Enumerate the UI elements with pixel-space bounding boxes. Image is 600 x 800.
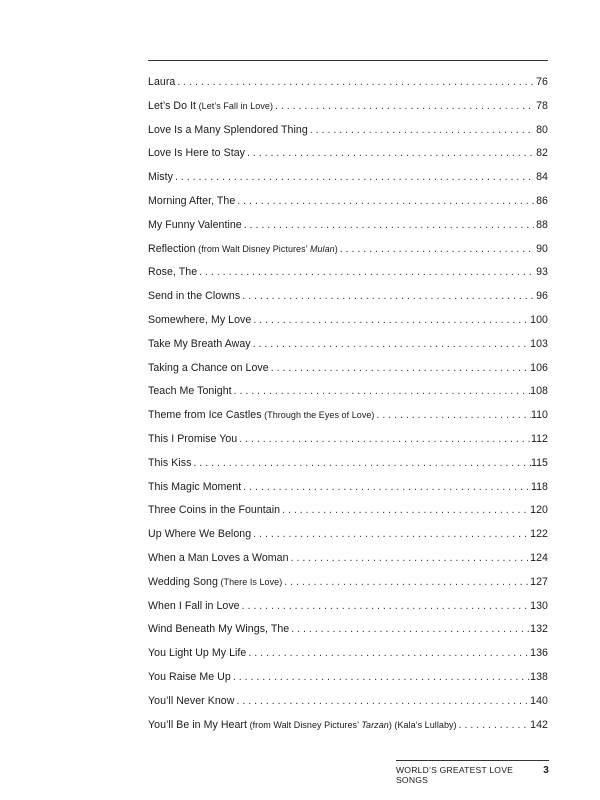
toc-entry-subtitle bbox=[196, 244, 338, 254]
toc-entry-page-number: 100 bbox=[530, 313, 548, 326]
dot-leader bbox=[237, 433, 531, 445]
dot-leader bbox=[240, 600, 531, 612]
toc-entry-title bbox=[148, 481, 241, 493]
toc-entry-song: Taking a Chance on Love bbox=[148, 361, 269, 374]
toc-entry[interactable] bbox=[148, 76, 548, 100]
toc-entry-song: You Light Up My Life bbox=[148, 647, 247, 660]
toc-entry-song: Love Is Here to Stay bbox=[148, 147, 245, 160]
toc-entry-song: Up Where We Belong bbox=[148, 528, 252, 541]
toc-entry-title bbox=[148, 362, 269, 374]
toc-entry-song: This I Promise You bbox=[148, 432, 238, 445]
page-footer bbox=[396, 765, 549, 785]
toc-entry-page-number: 140 bbox=[530, 694, 548, 707]
toc-entry-page-number: 142 bbox=[530, 718, 548, 731]
toc-entry[interactable] bbox=[148, 362, 548, 386]
toc-entry-page-number: 82 bbox=[536, 147, 548, 160]
table-of-contents bbox=[148, 76, 548, 742]
toc-entry-title bbox=[148, 576, 282, 588]
toc-entry-song: Let’s Do It bbox=[148, 99, 197, 112]
toc-entry[interactable] bbox=[148, 243, 548, 267]
toc-entry-song: Wind Beneath My Wings, The bbox=[148, 623, 290, 636]
dot-leader bbox=[240, 290, 534, 302]
toc-entry-page-number: 127 bbox=[530, 575, 548, 588]
toc-entry-song: Three Coins in the Fountain bbox=[148, 504, 281, 517]
toc-entry-page-number: 78 bbox=[536, 99, 548, 112]
dot-leader bbox=[273, 100, 534, 112]
dot-leader bbox=[173, 171, 534, 183]
footer-rule bbox=[396, 760, 549, 761]
toc-entry[interactable] bbox=[148, 409, 548, 433]
toc-entry-song: You’ll Never Know bbox=[148, 694, 235, 707]
toc-entry-title bbox=[148, 171, 173, 183]
toc-entry-song: Reflection bbox=[148, 242, 196, 255]
toc-entry[interactable] bbox=[148, 695, 548, 719]
dot-leader bbox=[235, 195, 534, 207]
toc-entry-song: Send in the Clowns bbox=[148, 290, 241, 303]
toc-entry-film-title: Mulan bbox=[309, 243, 335, 254]
toc-entry-song: Theme from Ice Castles bbox=[148, 409, 262, 422]
toc-entry-subtitle bbox=[247, 720, 457, 730]
dot-leader bbox=[251, 314, 530, 326]
toc-entry-page-number: 90 bbox=[536, 242, 548, 255]
toc-entry[interactable] bbox=[148, 266, 548, 290]
dot-leader bbox=[251, 528, 530, 540]
toc-entry-subtitle-text: (from Walt Disney Pictures’ bbox=[198, 243, 308, 254]
toc-entry-page-number: 108 bbox=[530, 385, 548, 398]
toc-entry[interactable] bbox=[148, 552, 548, 576]
dot-leader bbox=[241, 481, 531, 493]
toc-entry[interactable] bbox=[148, 195, 548, 219]
dot-leader bbox=[234, 695, 530, 707]
toc-entry-title bbox=[148, 600, 240, 612]
toc-entry-subtitle-suffix: ) (Kala’s Lullaby) bbox=[388, 719, 457, 730]
toc-entry-title bbox=[148, 695, 234, 707]
toc-entry-title bbox=[148, 76, 175, 88]
toc-entry-page-number: 132 bbox=[530, 623, 548, 636]
toc-entry-title bbox=[148, 457, 191, 469]
toc-entry-song: Laura bbox=[148, 76, 176, 88]
toc-entry-song: My Funny Valentine bbox=[148, 218, 242, 231]
toc-entry-page-number: 120 bbox=[530, 504, 548, 517]
toc-entry-subtitle-text: (from Walt Disney Pictures’ bbox=[249, 719, 359, 730]
toc-entry[interactable] bbox=[148, 671, 548, 695]
toc-entry-page-number: 138 bbox=[530, 670, 548, 683]
toc-entry-title bbox=[148, 219, 242, 231]
toc-entry-title bbox=[148, 147, 245, 159]
toc-entry[interactable] bbox=[148, 457, 548, 481]
toc-entry-page-number: 136 bbox=[530, 647, 548, 660]
toc-entry[interactable] bbox=[148, 528, 548, 552]
toc-entry-song: When I Fall in Love bbox=[148, 599, 240, 612]
toc-entry-song: When a Man Loves a Woman bbox=[148, 551, 289, 564]
toc-entry-song: Wedding Song bbox=[148, 575, 218, 588]
toc-entry-page-number: 103 bbox=[530, 337, 548, 350]
dot-leader bbox=[191, 457, 531, 469]
toc-entry-title bbox=[148, 385, 232, 397]
toc-entry-title bbox=[148, 243, 338, 255]
dot-leader bbox=[374, 409, 530, 421]
toc-entry-song: Misty bbox=[148, 171, 173, 184]
dot-leader bbox=[231, 671, 530, 683]
toc-entry-title bbox=[148, 124, 308, 136]
dot-leader bbox=[289, 552, 531, 564]
toc-entry-page-number: 96 bbox=[536, 290, 548, 303]
toc-entry[interactable] bbox=[148, 623, 548, 647]
toc-entry-title bbox=[148, 338, 251, 350]
toc-entry-title bbox=[148, 552, 289, 564]
toc-entry-film-title: Tarzan bbox=[361, 719, 389, 730]
toc-entry-song: Love Is a Many Splendored Thing bbox=[148, 123, 308, 136]
footer-page-number: 3 bbox=[543, 765, 549, 776]
toc-entry-title bbox=[148, 266, 197, 278]
toc-entry[interactable] bbox=[148, 314, 548, 338]
dot-leader bbox=[269, 362, 530, 374]
toc-entry-subtitle-text: (Through the Eyes of Love) bbox=[264, 410, 375, 421]
toc-entry-page-number: 122 bbox=[530, 528, 548, 541]
dot-leader bbox=[457, 719, 531, 731]
toc-entry-title bbox=[148, 719, 457, 731]
toc-entry-title bbox=[148, 100, 273, 112]
toc-entry-page-number: 76 bbox=[536, 76, 548, 88]
toc-entry-song: Morning After, The bbox=[148, 194, 236, 207]
dot-leader bbox=[282, 576, 530, 588]
toc-entry[interactable] bbox=[148, 385, 548, 409]
toc-entry[interactable] bbox=[148, 171, 548, 195]
toc-entry-page-number: 88 bbox=[536, 218, 548, 231]
toc-entry[interactable] bbox=[148, 124, 548, 148]
toc-entry-song: Somewhere, My Love bbox=[148, 313, 252, 326]
dot-leader bbox=[242, 219, 534, 231]
toc-entry-page-number: 86 bbox=[536, 194, 548, 207]
toc-entry[interactable] bbox=[148, 481, 548, 505]
dot-leader bbox=[289, 623, 530, 635]
toc-entry-page-number: 110 bbox=[530, 409, 548, 422]
toc-entry-subtitle bbox=[196, 101, 273, 111]
toc-entry-title bbox=[148, 623, 289, 635]
dot-leader bbox=[232, 385, 531, 397]
toc-entry-title bbox=[148, 504, 280, 516]
toc-entry-page-number: 112 bbox=[530, 432, 548, 445]
toc-entry[interactable] bbox=[148, 147, 548, 171]
dot-leader bbox=[197, 266, 534, 278]
toc-entry-title bbox=[148, 314, 251, 326]
toc-entry-title bbox=[148, 671, 231, 683]
toc-entry-title bbox=[148, 433, 237, 445]
toc-entry[interactable] bbox=[148, 600, 548, 624]
toc-entry-song: This Magic Moment bbox=[148, 480, 242, 493]
toc-entry[interactable] bbox=[148, 219, 548, 243]
toc-entry-page-number: 115 bbox=[530, 456, 548, 469]
toc-entry-page-number: 118 bbox=[530, 480, 548, 493]
footer-book-title: WORLD’S GREATEST LOVE SONGS bbox=[396, 765, 514, 785]
toc-entry[interactable] bbox=[148, 647, 548, 671]
toc-entry-page-number: 106 bbox=[530, 361, 548, 374]
dot-leader bbox=[338, 243, 534, 255]
toc-entry-title bbox=[148, 647, 246, 659]
toc-entry-title bbox=[148, 195, 235, 207]
dot-leader bbox=[245, 147, 534, 159]
toc-entry-page-number: 130 bbox=[530, 599, 548, 612]
toc-entry[interactable] bbox=[148, 719, 548, 743]
toc-entry-title bbox=[148, 528, 251, 540]
toc-entry-subtitle bbox=[262, 410, 375, 420]
toc-entry-page-number: 124 bbox=[530, 551, 548, 564]
toc-entry-title bbox=[148, 409, 374, 421]
toc-entry-song: Rose, The bbox=[148, 266, 198, 279]
toc-entry-subtitle-text: (There Is Love) bbox=[220, 576, 283, 587]
toc-entry-page-number: 93 bbox=[536, 266, 548, 279]
toc-entry-page-number: 80 bbox=[536, 123, 548, 136]
toc-entry-song: You Raise Me Up bbox=[148, 670, 231, 683]
toc-entry[interactable] bbox=[148, 433, 548, 457]
toc-entry-subtitle-text: (Let’s Fall in Love) bbox=[198, 100, 273, 111]
toc-entry-subtitle-suffix: ) bbox=[334, 243, 338, 254]
dot-leader bbox=[251, 338, 531, 350]
toc-entry-song: This Kiss bbox=[148, 456, 192, 469]
dot-leader bbox=[175, 76, 534, 88]
toc-entry-page-number: 84 bbox=[536, 171, 548, 184]
toc-entry-song: Teach Me Tonight bbox=[148, 385, 232, 398]
toc-entry[interactable] bbox=[148, 338, 548, 362]
toc-entry-song: Take My Breath Away bbox=[148, 337, 251, 350]
toc-entry-song: You’ll Be in My Heart bbox=[148, 718, 247, 731]
top-rule bbox=[148, 60, 548, 61]
toc-entry-title bbox=[148, 290, 240, 302]
toc-entry[interactable] bbox=[148, 504, 548, 528]
dot-leader bbox=[308, 124, 534, 136]
toc-entry-subtitle bbox=[218, 577, 282, 587]
dot-leader bbox=[246, 647, 530, 659]
toc-entry[interactable] bbox=[148, 576, 548, 600]
toc-entry[interactable] bbox=[148, 100, 548, 124]
toc-entry[interactable] bbox=[148, 290, 548, 314]
dot-leader bbox=[280, 504, 530, 516]
